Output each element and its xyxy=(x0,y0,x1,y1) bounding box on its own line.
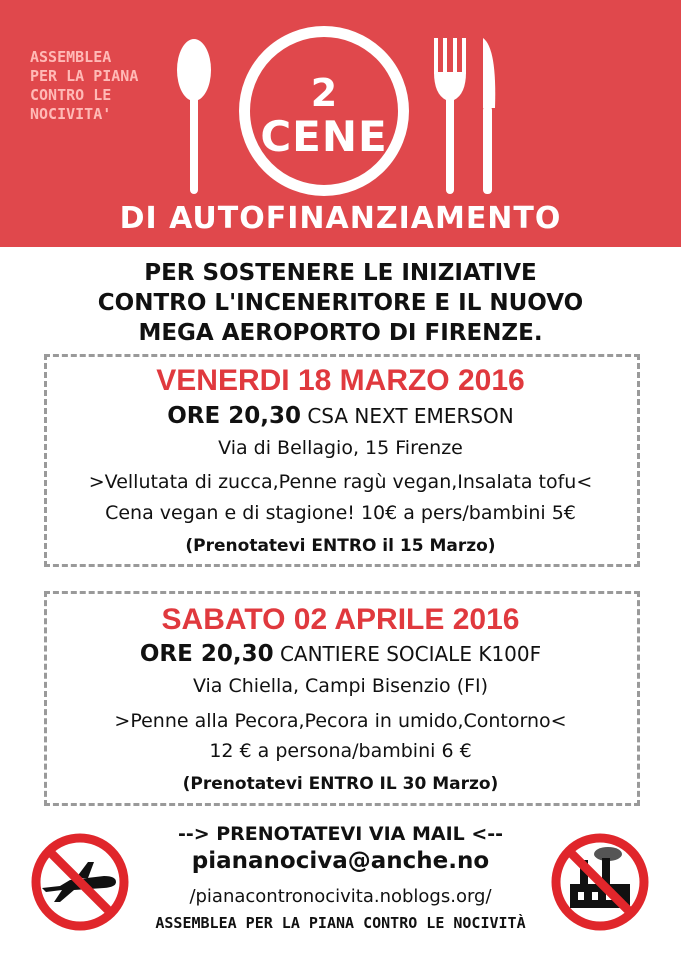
mail-prompt: --> PRENOTATEVI VIA MAIL <-- xyxy=(177,823,504,845)
subtitle: DI AUTOFINANZIAMENTO xyxy=(119,201,562,236)
event-time-venue xyxy=(0,641,681,667)
event-booking: (Prenotatevi ENTRO IL 30 Marzo) xyxy=(182,774,499,794)
intro-text xyxy=(0,258,681,348)
event-date: VENERDI 18 MARZO 2016 xyxy=(156,364,525,397)
event-address: Via Chiella, Campi Bisenzio (FI) xyxy=(192,675,489,697)
event-time: ORE 20,30 xyxy=(139,641,274,667)
event-menu: >Penne alla Pecora,Pecora in umido,Contorno< xyxy=(114,710,567,732)
signature: ASSEMBLEA PER LA PIANA CONTRO LE NOCIVITÀ xyxy=(155,914,526,932)
fork-icon xyxy=(432,38,468,198)
event-price: 12 € a persona/bambini 6 € xyxy=(209,740,472,762)
dinner-title: CENE xyxy=(260,112,388,161)
dinner-count: 2 xyxy=(310,71,338,115)
plate-emblem xyxy=(239,26,409,196)
event-address: Via di Bellagio, 15 Firenze xyxy=(218,437,463,459)
event-venue: CANTIERE SOCIALE K100F xyxy=(279,642,542,666)
organization-name: ASSEMBLEA PER LA PIANA CONTRO LE NOCIVITA' xyxy=(30,48,139,123)
website-link[interactable]: /pianacontronocivita.noblogs.org/ xyxy=(189,886,492,907)
intro-line: PER SOSTENERE LE INIZIATIVE xyxy=(144,260,537,286)
knife-icon xyxy=(475,38,501,198)
event-time-venue xyxy=(0,403,681,429)
contact-email[interactable]: piananociva@anche.no xyxy=(191,848,490,874)
intro-line: MEGA AEROPORTO DI FIRENZE. xyxy=(138,320,543,346)
no-incinerator-icon xyxy=(550,832,650,932)
event-booking: (Prenotatevi ENTRO il 15 Marzo) xyxy=(185,536,496,556)
event-date: SABATO 02 APRILE 2016 xyxy=(161,603,520,636)
event-price: Cena vegan e di stagione! 10€ a pers/bambini 5€ xyxy=(105,502,576,524)
header-banner xyxy=(0,0,681,247)
spoon-icon xyxy=(174,38,214,198)
event-time: ORE 20,30 xyxy=(167,403,301,429)
event-venue: CSA NEXT EMERSON xyxy=(307,404,514,428)
intro-line: CONTRO L'INCENERITORE E IL NUOVO xyxy=(97,290,584,316)
event-menu: >Vellutata di zucca,Penne ragù vegan,Insalata tofu< xyxy=(88,471,593,493)
no-airplane-icon xyxy=(30,832,130,932)
